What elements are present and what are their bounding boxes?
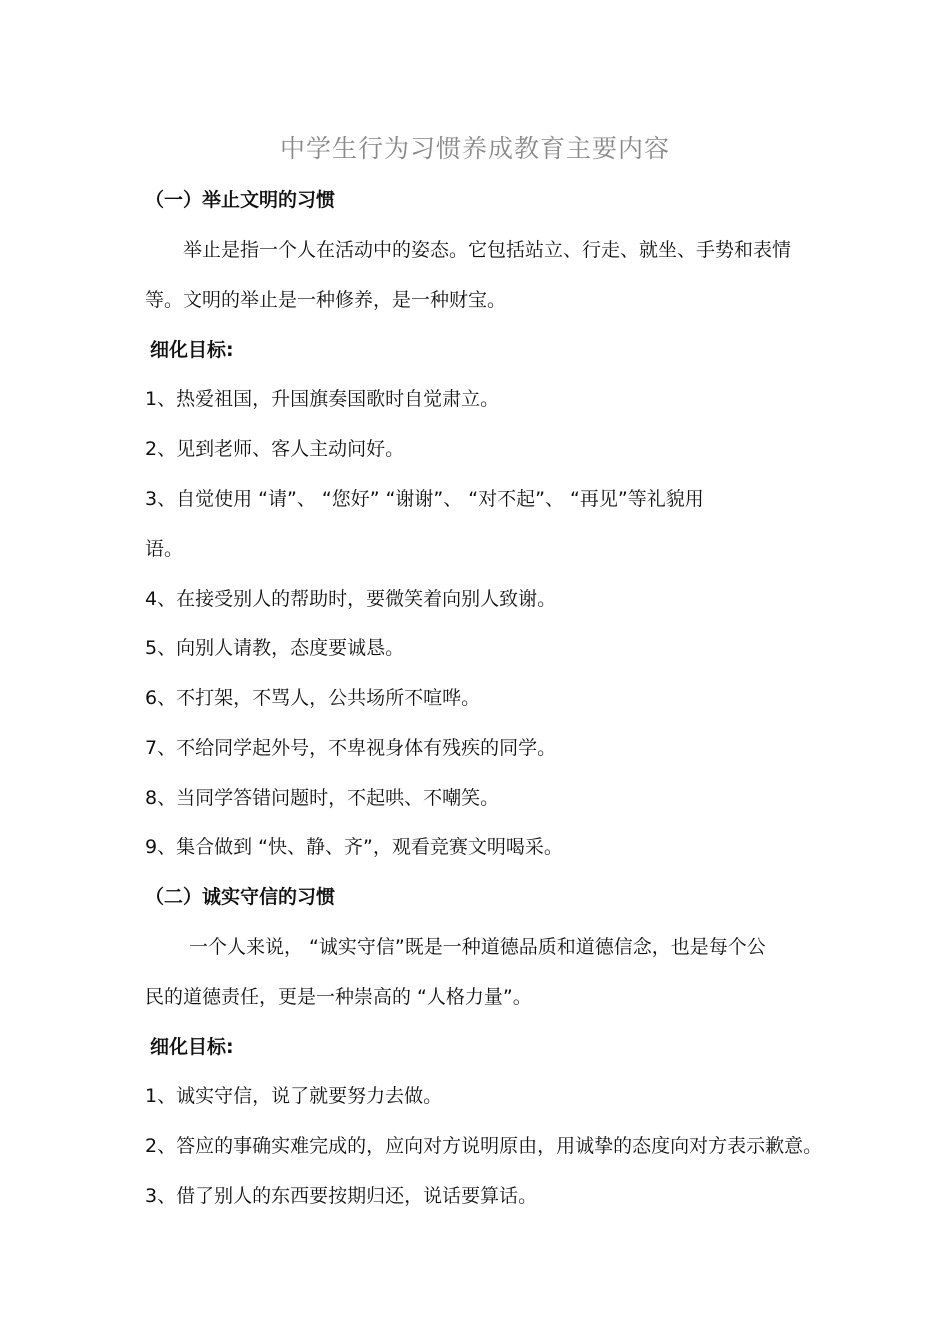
- document-title: 中学生行为习惯养成教育主要内容: [279, 134, 670, 163]
- section-2-heading: （二）诚实守信的习惯: [145, 886, 336, 908]
- section-1-item: 6、不打架，不骂人，公共场所不喧哗。: [145, 687, 481, 709]
- section-1-goals-label: 细化目标:: [150, 339, 234, 361]
- section-1-item: 9、集合做到 “快、静、齐”，观看竞赛文明喝采。: [145, 836, 563, 858]
- section-1-item: 4、在接受别人的帮助时，要微笑着向别人致谢。: [145, 588, 557, 610]
- section-1-item: 2、见到老师、客人主动问好。: [145, 438, 405, 460]
- section-1-item: 5、向别人请教，态度要诚恳。: [145, 637, 405, 659]
- section-1-item: 7、不给同学起外号，不卑视身体有残疾的同学。: [145, 737, 557, 759]
- section-1-item: 语。: [145, 538, 184, 560]
- section-2-item: 2、答应的事确实难完成的，应向对方说明原由，用诚挚的态度向对方表示歉意。: [145, 1135, 823, 1157]
- section-1-heading: （一）举止文明的习惯: [145, 189, 336, 211]
- section-2-item: 1、诚实守信，说了就要努力去做。: [145, 1085, 443, 1107]
- section-2-intro-line-2: 民的道德责任，更是一种崇高的 “人格力量”。: [145, 986, 532, 1008]
- section-1-intro-line-1: 举止是指一个人在活动中的姿态。它包括站立、行走、就坐、手势和表情: [183, 239, 792, 261]
- section-2-goals-label: 细化目标:: [150, 1036, 234, 1058]
- section-1-item: 3、自觉使用 “请”、 “您好” “谢谢”、 “对不起”、 “再见”等礼貌用: [145, 488, 704, 510]
- section-2-intro-line-1: 一个人来说， “诚实守信”既是一种道德品质和道德信念，也是每个公: [189, 936, 766, 958]
- section-1-intro-line-2: 等。文明的举止是一种修养，是一种财宝。: [145, 289, 507, 311]
- section-1-item: 8、当同学答错问题时，不起哄、不嘲笑。: [145, 787, 500, 809]
- section-2-item: 3、借了别人的东西要按期归还，说话要算话。: [145, 1185, 538, 1207]
- section-1-item: 1、热爱祖国，升国旗奏国歌时自觉肃立。: [145, 388, 500, 410]
